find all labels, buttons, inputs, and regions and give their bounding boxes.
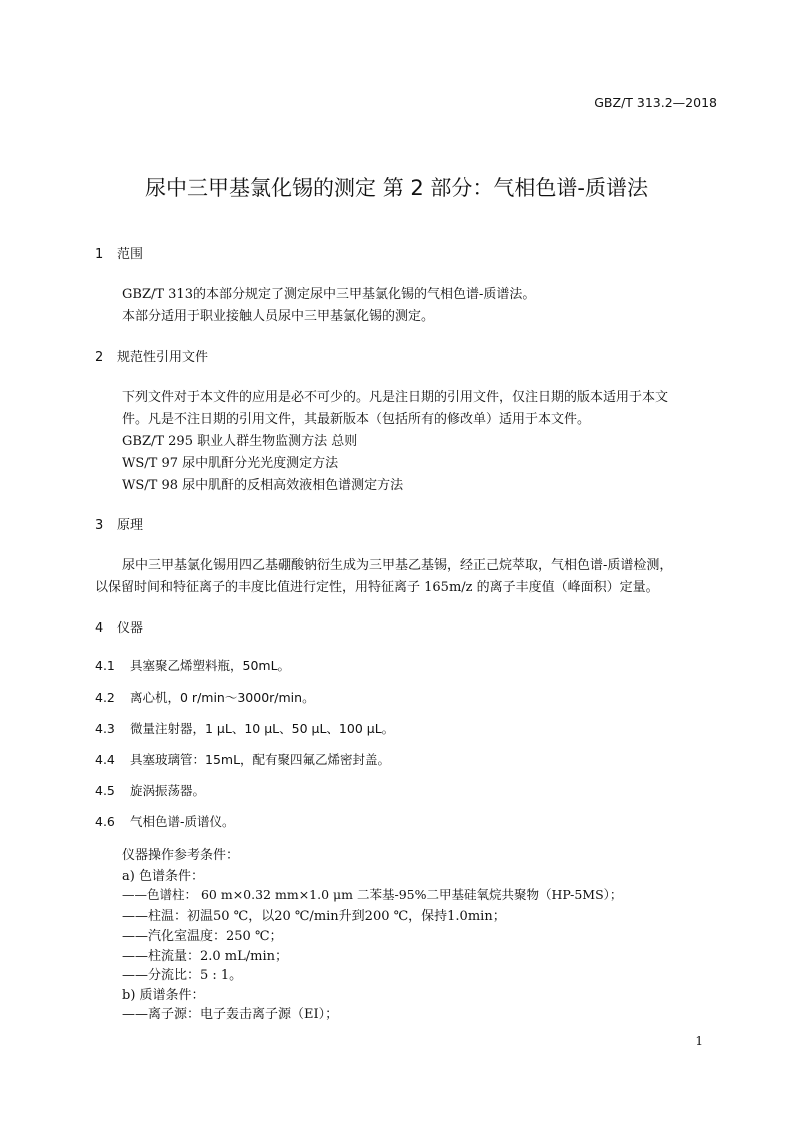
condition-ion-source: ——离子源：电子轰击离子源（EI）； — [122, 1007, 339, 1022]
conditions-heading: 仪器操作参考条件： — [122, 848, 240, 863]
item-text: 微量注射器，1 μL、10 μL、50 μL、100 μL。 — [130, 721, 395, 736]
section-number: 2 — [95, 350, 104, 365]
instrument-item — [95, 719, 394, 737]
instrument-item — [95, 812, 235, 830]
reference-item: WS/T 98 尿中肌酐的反相高效液相色谱测定方法 — [122, 478, 404, 493]
ms-conditions-label: b) 质谱条件： — [122, 988, 205, 1003]
item-text: 离心机，0 r/min～3000r/min。 — [130, 690, 315, 705]
condition-inlet: ——汽化室温度：250 ℃； — [122, 929, 283, 944]
instrument-item — [95, 688, 315, 706]
item-text: 旋涡振荡器。 — [130, 783, 206, 798]
section-4-heading — [95, 617, 143, 636]
scope-paragraph-1: GBZ/T 313的本部分规定了测定尿中三甲基氯化锡的气相色谱-质谱法。 — [122, 287, 536, 302]
instrument-item — [95, 750, 390, 768]
principle-line-2: 以保留时间和特征离子的丰度比值进行定性，用特征离子 165m/z 的离子丰度值（峰面积）定量。 — [95, 580, 659, 595]
item-number: 4.4 — [95, 752, 115, 767]
section-title: 原理 — [117, 518, 144, 533]
condition-oven: ——柱温：初温50 ℃，以20 ℃/min升到200 ℃，保持1.0min； — [122, 909, 506, 924]
item-number: 4.1 — [95, 658, 115, 673]
reference-item: GBZ/T 295 职业人群生物监测方法 总则 — [122, 434, 358, 449]
item-text: 气相色谱-质谱仪。 — [130, 814, 235, 829]
page-number: 1 — [695, 1034, 703, 1048]
principle-line-1: 尿中三甲基氯化锡用四乙基硼酸钠衍生成为三甲基乙基锡，经正己烷萃取，气相色谱-质谱检测， — [122, 558, 673, 573]
section-2-heading — [95, 346, 208, 365]
condition-column: ——色谱柱： 60 m×0.32 mm×1.0 μm 二苯基-95%二甲基硅氧烷共聚物（HP-5MS）； — [122, 887, 623, 902]
item-number: 4.2 — [95, 690, 115, 705]
section-3-heading — [95, 514, 143, 533]
section-title: 范围 — [117, 247, 144, 262]
gc-conditions-label: a) 色谱条件： — [122, 869, 204, 884]
condition-flow: ——柱流量：2.0 mL/min； — [122, 949, 289, 964]
instrument-item — [95, 656, 290, 674]
item-number: 4.3 — [95, 721, 115, 736]
scope-paragraph-2: 本部分适用于职业接触人员尿中三甲基氯化锡的测定。 — [122, 309, 435, 324]
item-number: 4.5 — [95, 783, 115, 798]
section-number: 1 — [95, 247, 104, 262]
section-number: 4 — [95, 621, 104, 636]
standard-code: GBZ/T 313.2—2018 — [594, 95, 717, 110]
document-title: 尿中三甲基氯化锡的测定 第 2 部分：气相色谱-质谱法 — [145, 176, 648, 200]
section-title: 规范性引用文件 — [117, 350, 209, 365]
item-text: 具塞聚乙烯塑料瓶，50mL。 — [130, 658, 291, 673]
references-intro-line-1: 下列文件对于本文件的应用是必不可少的。凡是注日期的引用文件，仅注日期的版本适用于本文 — [122, 390, 669, 405]
reference-item: WS/T 97 尿中肌酐分光光度测定方法 — [122, 456, 339, 471]
item-text: 具塞玻璃管：15mL，配有聚四氟乙烯密封盖。 — [130, 752, 391, 767]
item-number: 4.6 — [95, 814, 115, 829]
condition-split: ——分流比：5 : 1。 — [122, 968, 243, 983]
section-number: 3 — [95, 518, 104, 533]
section-1-heading — [95, 243, 143, 262]
section-title: 仪器 — [117, 621, 144, 636]
instrument-item — [95, 781, 205, 799]
references-intro-line-2: 件。凡是不注日期的引用文件，其最新版本（包括所有的修改单）适用于本文件。 — [122, 412, 591, 427]
